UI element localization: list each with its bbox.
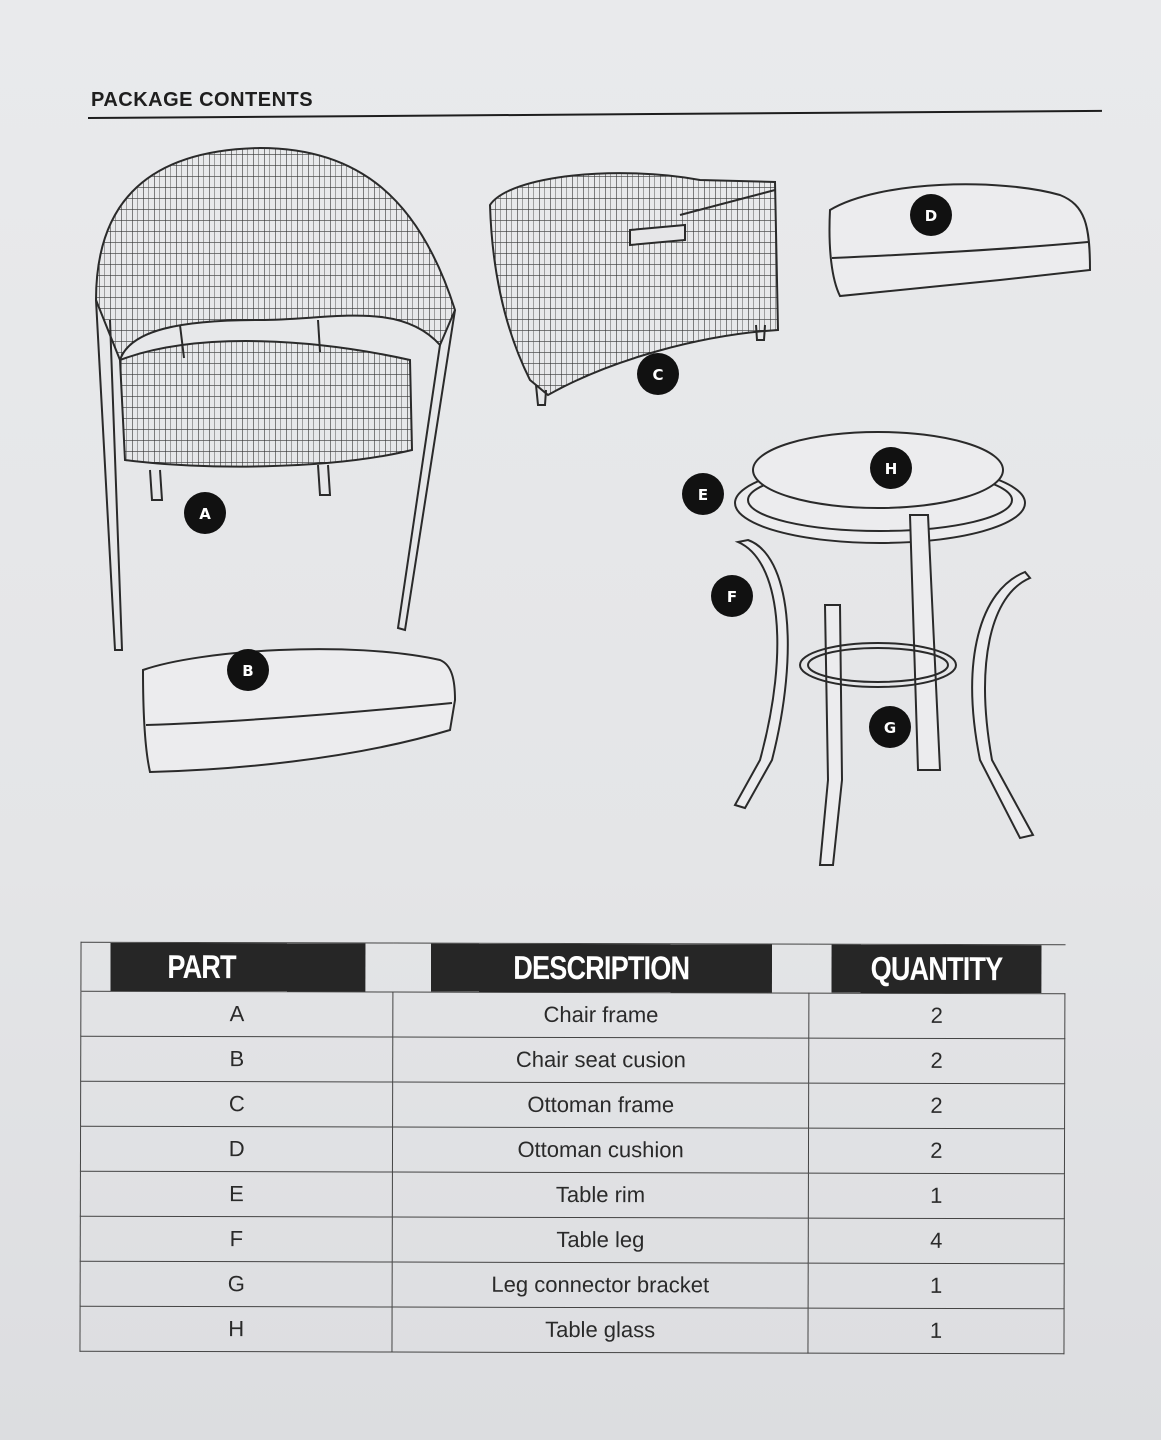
- cell-part: F: [80, 1216, 392, 1262]
- header-quantity: QUANTITY: [832, 944, 1042, 994]
- cell-part: D: [80, 1126, 392, 1172]
- table-row: [80, 1261, 1064, 1309]
- callout-h: [870, 447, 912, 489]
- cell-description: Chair frame: [393, 992, 809, 1038]
- cell-description: Table glass: [392, 1307, 808, 1353]
- section-title: PACKAGE CONTENTS: [91, 89, 314, 111]
- cell-description: Ottoman cushion: [393, 1127, 809, 1173]
- ottoman-cushion-drawing: [829, 184, 1090, 296]
- cell-description: Table rim: [393, 1172, 809, 1218]
- callout-g: [869, 706, 911, 748]
- svg-text:E: E: [697, 486, 709, 504]
- table-header-row: [81, 942, 1065, 994]
- table-drawing: [735, 432, 1033, 865]
- chair-frame-drawing: [96, 148, 455, 650]
- table-row: [80, 1171, 1064, 1219]
- cell-part: H: [80, 1306, 392, 1352]
- cell-quantity: 1: [808, 1308, 1064, 1354]
- header-description: DESCRIPTION: [431, 943, 772, 993]
- callout-d: [910, 194, 952, 236]
- svg-text:B: B: [242, 662, 254, 680]
- svg-text:D: D: [924, 207, 938, 225]
- svg-text:G: G: [883, 719, 897, 737]
- cell-part: A: [81, 991, 393, 1037]
- cell-quantity: 1: [808, 1263, 1064, 1309]
- cell-description: Leg connector bracket: [392, 1262, 808, 1308]
- table-row: [80, 1216, 1064, 1264]
- header-part: PART: [109, 942, 365, 992]
- cell-description: Chair seat cusion: [393, 1037, 809, 1083]
- cell-part: B: [81, 1036, 393, 1082]
- table-row: [81, 991, 1065, 1039]
- cell-quantity: 2: [809, 993, 1065, 1039]
- svg-text:C: C: [652, 366, 664, 384]
- svg-text:F: F: [726, 588, 738, 606]
- callout-a: [184, 492, 226, 534]
- cell-quantity: 4: [808, 1218, 1064, 1264]
- cell-part: G: [80, 1261, 392, 1307]
- table-row: [81, 1081, 1065, 1129]
- parts-table: [79, 942, 1065, 1355]
- table-row: [81, 1036, 1065, 1084]
- table-row: [80, 1126, 1064, 1174]
- chair-cushion-drawing: [143, 649, 455, 772]
- cell-description: Table leg: [393, 1217, 809, 1263]
- callout-b: [227, 649, 269, 691]
- cell-quantity: 2: [809, 1038, 1065, 1084]
- callout-e: [682, 473, 724, 515]
- svg-text:H: H: [884, 460, 898, 478]
- callout-f: [711, 575, 753, 617]
- cell-part: E: [80, 1171, 392, 1217]
- cell-quantity: 2: [808, 1083, 1064, 1129]
- cell-quantity: 2: [808, 1128, 1064, 1174]
- cell-part: C: [81, 1081, 393, 1127]
- svg-text:A: A: [199, 505, 211, 523]
- cell-quantity: 1: [808, 1173, 1064, 1219]
- cell-description: Ottoman frame: [393, 1082, 809, 1128]
- table-row: [80, 1306, 1064, 1354]
- callout-c: [637, 353, 679, 395]
- ottoman-frame-drawing: [490, 173, 778, 405]
